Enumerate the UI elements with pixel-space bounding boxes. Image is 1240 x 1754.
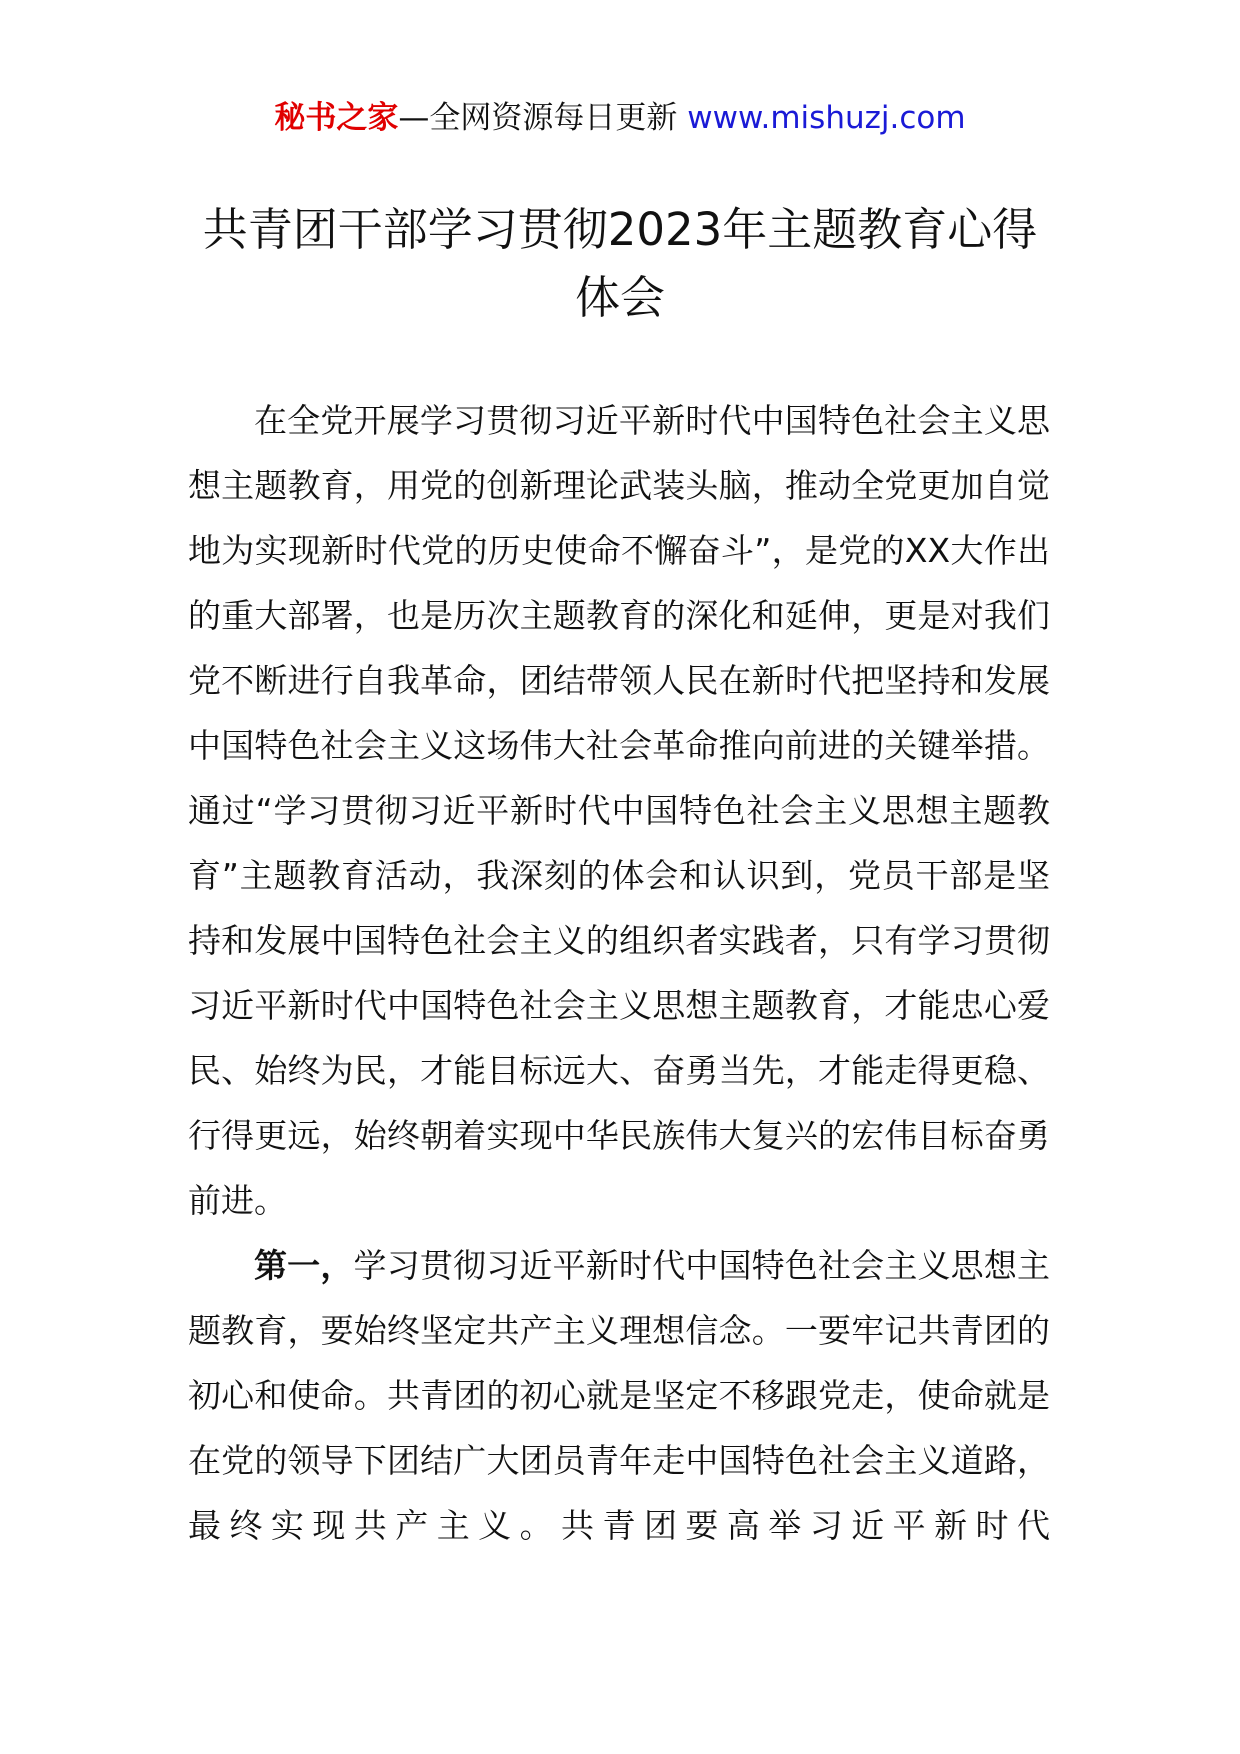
brand-name: 秘书之家 [274, 100, 399, 136]
paragraph-2-text: 学习贯彻习近平新时代中国特色社会主义思想主题教育，要始终坚定共产主义理想信念。一要牢记共青团的初心和使命。共青团的初心就是坚定不移跟党走，使命就是在党的领导下团结广大团员青年走中国特色社会主义道路，最终实现共产主义。共青团要高举习近平新时代 [188, 1246, 1051, 1545]
paragraph-1: 在全党开展学习贯彻习近平新时代中国特色社会主义思想主题教育，用党的创新理论武装头脑，推动全党更加自觉地为实现新时代党的历史使命不懈奋斗”，是党的XX大作出的重大部署，也是历次主题教育的深化和延伸，更是对我们党不断进行自我革命，团结带领人民在新时代把坚持和发展中国特色社会主义这场伟大社会革命推向前进的关键举措。通过“学习贯彻习近平新时代中国特色社会主义思想主题教育”主题教育活动，我深刻的体会和认识到，党员干部是坚持和发展中国特色社会主义的组织者实践者，只有学习贯彻习近平新时代中国特色社会主义思想主题教育，才能忠心爱民、始终为民，才能目标远大、奋勇当先，才能走得更稳、行得更远，始终朝着实现中华民族伟大复兴的宏伟目标奋勇前进。 [188, 401, 1050, 1220]
document-body [188, 388, 1050, 1558]
title-line-2: 体会 [574, 271, 665, 324]
site-url[interactable]: www.mishuzj.com [687, 100, 966, 136]
header-tagline: —全网资源每日更新 [398, 100, 678, 136]
paragraph-2-lead: 第一， [254, 1246, 354, 1285]
paragraph-2 [188, 1233, 1050, 1558]
site-header [0, 98, 1240, 138]
title-line-1: 共青团干部学习贯彻2023年主题教育心得 [202, 203, 1038, 256]
document-title [180, 196, 1060, 332]
